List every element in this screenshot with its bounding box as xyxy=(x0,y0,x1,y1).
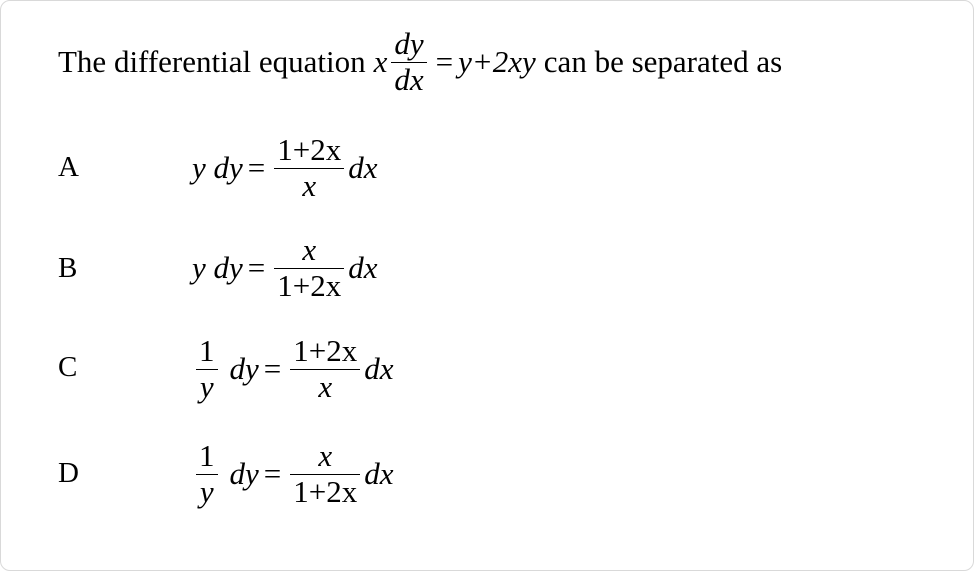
option-a-label[interactable]: A xyxy=(58,151,79,183)
option-a-expression[interactable] xyxy=(192,134,378,202)
option-b-rhs-var: dx xyxy=(348,250,378,286)
option-c-label[interactable]: C xyxy=(58,351,78,383)
option-d-rhs-fraction xyxy=(290,440,360,508)
option-d-rhs-num: x xyxy=(318,438,333,473)
option-a-lhs: y dy xyxy=(192,150,243,186)
option-b-rhs-den: 1+2x xyxy=(277,267,342,303)
option-c-rhs-fraction xyxy=(290,335,360,403)
option-b-expression[interactable] xyxy=(192,234,378,302)
question-dy: dy xyxy=(394,26,424,61)
option-c-lhs-var: dy xyxy=(229,351,259,387)
option-b-label[interactable]: B xyxy=(58,252,78,284)
question-equals: = xyxy=(435,44,454,80)
question-suffix: can be separated as xyxy=(543,44,783,80)
option-c-rhs-den: x xyxy=(318,368,333,404)
option-c-lhs-num: 1 xyxy=(199,333,215,368)
option-d-lhs-num: 1 xyxy=(199,438,215,473)
option-d-rhs-var: dx xyxy=(364,456,394,492)
option-a-equals: = xyxy=(247,150,266,186)
question-rhs: y+2xy xyxy=(458,44,536,80)
option-d-lhs-fraction xyxy=(196,440,218,508)
option-b-lhs: y dy xyxy=(192,250,243,286)
option-c-lhs-fraction xyxy=(196,335,218,403)
option-b-equals: = xyxy=(247,250,266,286)
option-a-rhs-num: 1+2x xyxy=(277,132,342,167)
option-c-rhs-num: 1+2x xyxy=(293,333,358,368)
option-d-expression[interactable] xyxy=(192,440,394,508)
option-a-rhs-var: dx xyxy=(348,150,378,186)
option-c-equals: = xyxy=(263,351,282,387)
option-d-lhs-den: y xyxy=(199,473,214,509)
option-d-label[interactable]: D xyxy=(58,457,79,489)
question-derivative xyxy=(391,28,426,96)
question-text xyxy=(58,28,782,96)
option-a-rhs-fraction xyxy=(274,134,344,202)
question-lhs-x: x xyxy=(373,44,388,80)
option-d-rhs-den: 1+2x xyxy=(293,473,358,509)
option-c-rhs-var: dx xyxy=(364,351,394,387)
option-a-rhs-den: x xyxy=(302,167,317,203)
option-c-expression[interactable] xyxy=(192,335,394,403)
option-c-lhs-den: y xyxy=(199,368,214,404)
option-b-rhs-fraction xyxy=(274,234,344,302)
option-b-rhs-num: x xyxy=(302,232,317,267)
question-prefix: The differential equation xyxy=(58,44,366,80)
option-d-equals: = xyxy=(263,456,282,492)
option-d-lhs-var: dy xyxy=(229,456,259,492)
question-dx: dx xyxy=(394,61,424,97)
